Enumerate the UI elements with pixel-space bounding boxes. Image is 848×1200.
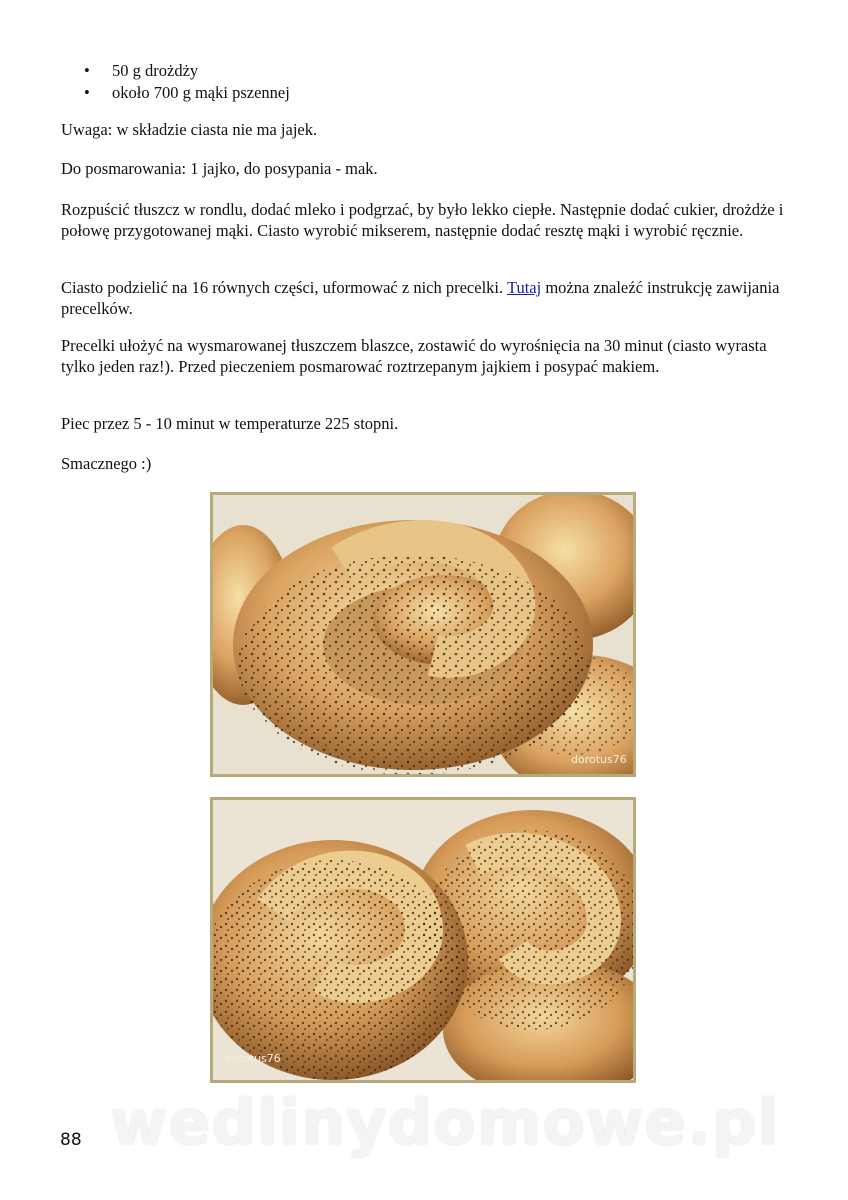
photo-signature: dorotus76 [225,1052,281,1065]
photo-signature: dorotus76 [571,753,627,766]
page-number: 88 [60,1130,82,1150]
pretzel-photo-2 [210,797,636,1083]
topping-paragraph: Do posmarowania: 1 jajko, do posypania - mak. [61,159,378,178]
note-paragraph: Uwaga: w składzie ciasta nie ma jajek. [61,120,318,139]
step-paragraph-dough: Rozpuścić tłuszcz w rondlu, dodać mleko i podgrzać, by było lekko ciepłe. Następnie dodać cukier, drożdże i połowę przygotowanej mąki. Ciasto wyrobić mikserem, następnie dodać resztę mąki i wyrobić ręcznie. [61,200,784,240]
closing-text: Smacznego :) [61,454,152,473]
tutaj-link[interactable]: Tutaj [506,278,542,297]
step-paragraph-shaping [61,277,791,319]
site-watermark: wedlinydomowe.pl [110,1086,780,1159]
ingredient-item: • około 700 g mąki pszennej [84,82,290,104]
ingredient-item: • 50 g drożdży [84,60,290,82]
step-paragraph-rising: Precelki ułożyć na wysmarowanej tłuszczem blaszce, zostawić do wyrośnięcia na 30 minut (ciasto wyrasta tylko jeden raz!). Przed pieczeniem posmarować roztrzepanym jajkiem i posypać makiem. [61,336,767,376]
step-paragraph-baking: Piec przez 5 - 10 minut w temperaturze 225 stopni. [61,414,399,433]
pretzel-photo-1 [210,492,636,777]
step-text: można znaleźć instrukcję zawijania precelków. [61,278,780,318]
ingredient-list [84,60,290,104]
step-text: Ciasto podzielić na 16 równych części, uformować z nich precelki. [61,278,507,297]
pretzel-image [213,495,633,774]
pretzel-image [213,800,633,1080]
